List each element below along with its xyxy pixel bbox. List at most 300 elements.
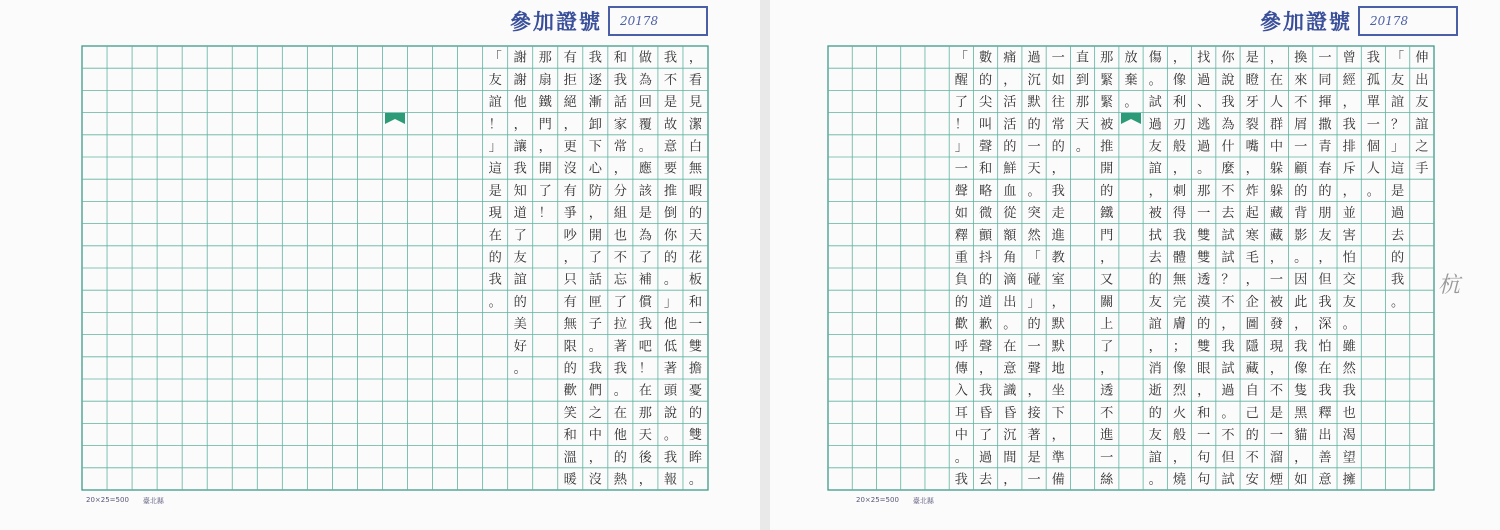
grid-character: 一 [1366,117,1380,133]
grid-character: 地 [1051,361,1065,377]
grid-character: 默 [1051,317,1065,333]
grid-character: 影 [1294,228,1308,244]
grid-character: 天 [688,228,703,244]
grid-character: 煙 [1269,472,1284,488]
grid-character: 藏 [1269,228,1284,244]
grid-character: 朋 [1318,206,1332,222]
grid-character: 交 [1342,272,1356,288]
grid-character: 友 [1342,294,1356,310]
grid-character: 教 [1051,250,1065,266]
grid-character: 裂 [1245,117,1259,133]
grid-character: 企 [1245,294,1259,310]
grid-character: 渴 [1342,428,1356,444]
grid-character: 一 [1269,428,1284,444]
grid-character: 像 [1294,361,1308,377]
grid-character: 一 [1027,139,1041,155]
page-gutter [760,0,770,530]
grid-character: 進 [1051,228,1065,244]
grid-character: 聲 [978,339,993,355]
grid-character: 我 [1051,183,1065,199]
grid-character: 開 [1100,161,1114,177]
grid-character: 你 [1221,50,1235,66]
grid-character: 的 [1391,250,1405,266]
grid-character: 倒 [663,206,678,222]
grid-character: 之 [588,405,602,421]
grid-character: 誼 [488,95,502,111]
grid-character: 燒 [1172,472,1187,488]
grid-character: 隱 [1245,339,1259,355]
grid-character: 傳 [954,361,968,377]
grid-character: 扇 [538,72,552,88]
grid-character: ， [1051,428,1065,444]
grid-character: 一 [1294,139,1308,155]
grid-character: 是 [488,183,502,199]
grid-character: 推 [663,183,678,199]
grid-character: 是 [1391,183,1405,199]
grid-character: 。 [1342,317,1356,333]
grid-character: 不 [1294,95,1308,111]
grid-character: 現 [488,206,502,222]
grid-character: 伸 [1415,50,1429,66]
grid-character: 了 [588,250,602,266]
grid-character: 火 [1172,405,1187,421]
grid-character: 尖 [978,95,993,111]
grid-character: 鐵 [1100,206,1114,222]
grid-character: 聲 [1027,361,1041,377]
grid-character: 、 [1197,95,1211,111]
grid-character: 一 [1027,472,1041,488]
grid-character: 」 [1391,139,1405,155]
grid-character: 因 [1294,272,1308,288]
grid-character: 擁 [1342,472,1356,488]
grid-character: ， [538,139,552,155]
grid-character: 天 [1027,161,1041,177]
grid-character: ， [1051,161,1065,177]
grid-character: 」 [954,139,968,155]
grid-character: 了 [1100,339,1114,355]
grid-character: 呼 [954,339,968,355]
grid-character: 透 [1197,272,1211,288]
grid-character: 昏 [1003,405,1017,421]
grid-character: 棄 [1124,72,1138,88]
grid-character: 友 [1415,95,1429,111]
grid-character: 意 [1003,361,1017,377]
grid-character: 上 [1100,317,1114,333]
grid-character: ， [1342,95,1356,111]
grid-character: ， [588,206,602,222]
grid-character: 抖 [978,250,993,266]
grid-character: 一 [1197,428,1211,444]
grid-character: 後 [638,450,652,466]
grid-character: 誼 [1148,450,1162,466]
bookmark-icon [1121,113,1141,124]
grid-character: 但 [1221,450,1235,466]
grid-character: ， [1269,361,1284,377]
grid-character: 該 [638,183,652,199]
grid-character: 花 [688,250,703,266]
grid-character: 逝 [1148,383,1162,399]
grid-character: 出 [1003,294,1017,310]
grid-character: 被 [1148,206,1162,222]
grid-character: 了 [538,183,552,199]
grid-character: 門 [538,117,552,133]
grid-character: 個 [1366,139,1380,155]
grid-character: ， [563,250,577,266]
grid-character: 被 [1269,294,1284,310]
grid-character: 過 [1027,50,1041,66]
grid-character: 我 [1172,228,1187,244]
grid-character: 「 [1027,250,1041,266]
grid-character: 試 [1221,472,1235,488]
grid-character: ， [978,361,993,377]
grid-character: 我 [663,50,678,66]
grid-character: 到 [1075,72,1090,88]
grid-character: 。 [663,272,678,288]
grid-character: ， [638,472,652,488]
writing-grid-right [770,0,1500,530]
grid-character: ， [1342,183,1356,199]
grid-character: 過 [1197,139,1211,155]
grid-character: 的 [1027,117,1041,133]
grid-character: 藏 [1245,361,1259,377]
grid-character: 在 [1003,339,1017,355]
grid-character: 過 [978,450,993,466]
grid-character: 青 [1318,139,1332,155]
grid-character: 過 [1391,206,1405,222]
grid-character: 友 [1148,139,1162,155]
grid-character: 嘴 [1245,139,1259,155]
grid-character: 背 [1294,206,1308,222]
grid-character: 如 [1294,472,1308,488]
grid-character: 我 [1221,339,1235,355]
grid-character: 那 [1075,95,1090,111]
grid-character: 發 [1269,317,1284,333]
grid-character: 誼 [1148,317,1162,333]
grid-character: 和 [563,428,577,444]
grid-character: 不 [1245,450,1259,466]
grid-character: ， [1051,294,1065,310]
grid-character: 試 [1221,228,1235,244]
grid-character: 友 [513,250,527,266]
grid-character: 曾 [1342,50,1356,66]
grid-character: 的 [978,72,993,88]
grid-character: 的 [513,294,527,310]
grid-character: 試 [1148,95,1162,111]
grid-character: 我 [613,361,627,377]
grid-character: 我 [1294,339,1308,355]
grid-character: 微 [978,206,993,222]
grid-character: 我 [1318,383,1332,399]
grid-character: 他 [513,95,527,111]
grid-character: 吧 [638,339,652,355]
grid-character: ， [1172,161,1187,177]
grid-character: 擔 [688,361,703,377]
grid-character: 故 [663,117,678,133]
grid-character: 躲 [1269,183,1284,199]
grid-character: 活 [1003,95,1017,111]
grid-character: 的 [1051,139,1065,155]
grid-character: 誼 [513,272,527,288]
grid-character: ， [1245,272,1259,288]
grid-character: 做 [638,50,652,66]
grid-character: 美 [513,317,527,333]
grid-character: 毛 [1245,250,1259,266]
sheet-footer-left [86,496,164,506]
grid-character: 。 [1075,139,1090,155]
grid-character: 好 [513,339,527,355]
grid-character: 話 [613,95,627,111]
grid-character: 暖 [563,472,577,488]
grid-character: 。 [1221,405,1235,421]
grid-character: 不 [613,250,627,266]
grid-character: 了 [978,428,993,444]
grid-character: 償 [638,294,652,310]
grid-character: 如 [1051,72,1065,88]
grid-character: 和 [978,161,993,177]
grid-character: 的 [563,361,577,377]
grid-character: 門 [1100,228,1114,244]
grid-character: ， [1269,250,1284,266]
grid-character: 歡 [563,383,577,399]
grid-character: 限 [563,339,577,355]
grid-character: 沉 [1027,72,1041,88]
grid-character: ！ [538,206,552,222]
grid-character: 聲 [978,139,993,155]
grid-character: 。 [613,383,627,399]
grid-character: 撒 [1318,117,1332,133]
grid-character: 那 [538,50,552,66]
grid-character: 自 [1245,383,1259,399]
grid-character: 的 [1318,183,1332,199]
grid-character: 不 [1100,405,1114,421]
grid-character: 試 [1221,361,1235,377]
grid-character: 麼 [1221,161,1235,177]
grid-character: 進 [1100,428,1114,444]
grid-character: 重 [954,250,968,266]
grid-character: 刺 [1172,183,1187,199]
grid-character: 怕 [1342,250,1356,266]
grid-character: 角 [1003,250,1017,266]
grid-character: 顫 [978,228,993,244]
grid-character: 中 [954,428,968,444]
grid-character: 圖 [1245,317,1259,333]
grid-character: 間 [1003,450,1017,466]
grid-character: 一 [1100,450,1114,466]
grid-character: 過 [1221,383,1235,399]
grid-character: ， [1100,250,1114,266]
grid-character: 著 [663,361,678,377]
grid-character: 的 [688,405,703,421]
grid-character: 一 [954,161,968,177]
grid-character: 屑 [1294,117,1308,133]
grid-character: 是 [1269,405,1284,421]
grid-character: 單 [1366,95,1380,111]
grid-character: 絲 [1100,472,1114,488]
grid-character: 人 [1269,95,1284,111]
grid-character: 我 [1318,294,1332,310]
grid-size-note: 20×25=500 [856,496,899,504]
grid-character: 出 [1318,428,1332,444]
grid-character: 有 [563,183,577,199]
grid-character: 不 [1221,294,1235,310]
grid-character: 報 [663,472,678,488]
grid-character: 。 [663,428,678,444]
grid-character: 春 [1318,161,1332,177]
grid-character: 室 [1051,272,1065,288]
grid-character: 。 [1148,472,1162,488]
grid-character: 天 [1075,117,1090,133]
grid-character: 像 [1172,361,1187,377]
grid-character: 叫 [978,117,993,133]
grid-character: 我 [613,72,627,88]
grid-character: 那 [638,405,652,421]
grid-character: 往 [1051,95,1065,111]
grid-character: 起 [1245,206,1259,222]
grid-character: ， [1294,317,1308,333]
grid-character: ？ [1221,272,1235,288]
grid-character: 絕 [563,95,577,111]
grid-character: 並 [1342,206,1356,222]
grid-character: ， [688,50,703,66]
grid-character: 拭 [1148,228,1162,244]
grid-character: 數 [978,50,993,66]
grid-character: 出 [1415,72,1429,88]
grid-character: 然 [1342,361,1356,377]
grid-character: 默 [1027,95,1041,111]
grid-character: 烈 [1172,383,1187,399]
grid-character: 識 [1003,383,1017,399]
grid-character: 鐵 [538,95,552,111]
grid-character: 不 [663,72,678,88]
grid-character: 耳 [954,405,968,421]
grid-character: 的 [1148,405,1162,421]
grid-character: 碰 [1027,272,1041,288]
grid-character: 過 [1148,117,1162,133]
grid-character: 補 [638,272,652,288]
grid-character: 和 [1197,405,1211,421]
grid-character: 他 [663,317,678,333]
grid-character: 。 [1148,72,1162,88]
grid-character: 略 [978,183,993,199]
grid-character: 他 [613,428,627,444]
grid-character: 去 [1221,206,1235,222]
grid-character: 暇 [688,183,703,199]
grid-character: 般 [1172,428,1187,444]
grid-character: 釋 [954,228,968,244]
grid-character: 歉 [978,317,993,333]
grid-character: 是 [1027,450,1041,466]
grid-character: ， [1100,361,1114,377]
grid-character: 瞪 [1245,72,1259,88]
grid-character: 漠 [1197,294,1211,310]
grid-character: 憂 [688,383,703,399]
grid-character: ， [513,117,527,133]
grid-character: 雖 [1342,339,1356,355]
grid-character: 眼 [1197,361,1211,377]
grid-character: 不 [1269,383,1284,399]
grid-character: 突 [1027,206,1041,222]
grid-character: 歡 [954,317,968,333]
grid-character: 的 [1197,317,1211,333]
grid-character: 這 [488,161,502,177]
grid-character: ， [1245,161,1259,177]
grid-character: 在 [638,383,652,399]
grid-character: 但 [1318,272,1332,288]
grid-character: 去 [978,472,993,488]
grid-character: 膚 [1172,317,1187,333]
grid-character: 天 [638,428,652,444]
grid-character: 一 [1269,272,1284,288]
grid-character: 謝 [513,72,527,88]
margin-note: 杭 [1438,273,1461,298]
grid-character: 在 [488,228,502,244]
grid-character: 滴 [1003,272,1017,288]
grid-character: 。 [1027,183,1041,199]
grid-character: 的 [663,250,678,266]
grid-character: 的 [1027,317,1041,333]
grid-character: 。 [1294,250,1308,266]
grid-character: 」 [1027,294,1041,310]
grid-character: 我 [1366,50,1380,66]
grid-character: 防 [588,183,602,199]
grid-character: 走 [1051,206,1065,222]
grid-character: 和 [613,50,627,66]
grid-character: 斥 [1342,161,1356,177]
grid-character: 的 [954,294,968,310]
participant-number: 20178 [620,14,659,28]
grid-character: 的 [1245,428,1259,444]
grid-character: 己 [1245,405,1259,421]
grid-character: 放 [1124,50,1138,66]
grid-character: 孤 [1366,72,1380,88]
grid-character: 話 [588,272,602,288]
grid-character: 額 [1003,228,1017,244]
grid-character: 般 [1172,139,1187,155]
grid-character: 黑 [1294,405,1308,421]
grid-character: 釋 [1318,405,1332,421]
grid-character: 為 [638,228,652,244]
grid-character: 從 [1003,206,1017,222]
grid-character: 讓 [513,139,527,155]
grid-character: 只 [563,272,577,288]
grid-character: 無 [563,317,577,333]
bookmark-icon [385,113,405,124]
grid-character: 找 [1197,50,1211,66]
grid-character: 句 [1197,450,1211,466]
grid-character: 去 [1391,228,1405,244]
grid-character: 板 [688,272,703,288]
grid-character: 在 [1269,72,1284,88]
grid-character: 我 [588,361,602,377]
grid-character: 試 [1221,250,1235,266]
grid-character: 著 [1027,428,1041,444]
grid-character: 人 [1366,161,1380,177]
grid-character: 友 [1148,294,1162,310]
grid-character: 要 [663,161,678,177]
grid-character: 們 [588,383,602,399]
grid-character: 逃 [1197,117,1211,133]
grid-character: 消 [1148,361,1162,377]
grid-character: 我 [663,450,678,466]
grid-character: 開 [538,161,552,177]
grid-character: 備 [1051,472,1065,488]
grid-character: 那 [1197,183,1211,199]
grid-character: 關 [1100,294,1114,310]
grid-character: ， [1027,383,1041,399]
grid-character: ？ [1391,117,1405,133]
grid-size-note: 20×25=500 [86,496,129,504]
grid-character: 的 [978,272,993,288]
